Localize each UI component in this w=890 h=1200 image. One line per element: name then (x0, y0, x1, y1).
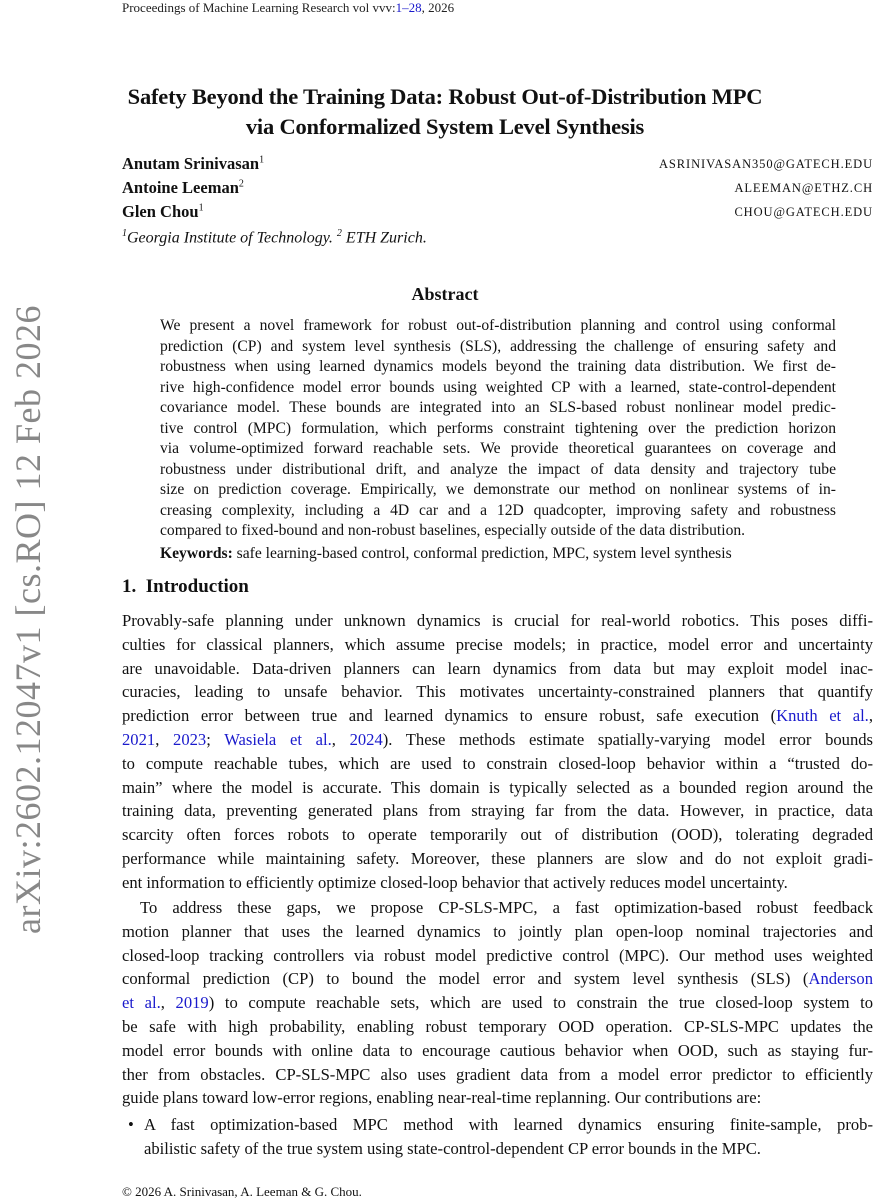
intro-paragraph-1 (122, 609, 873, 895)
text-segment: performance while maintaining safety. Moreover, these planners are slow and do not exploit gradi- (122, 848, 873, 868)
text-segment: ; (206, 729, 225, 749)
abstract-body (160, 316, 836, 542)
author-name (122, 178, 244, 198)
text-segment: prediction error between true and learned dynamics to ensure robust, safe execution ( (122, 706, 777, 726)
text-segment: are unavoidable. Data-driven planners can learn dynamics from data but may exploit model inac- (122, 658, 873, 678)
text-segment: robustness under distributional drift, and analyze the impact of data density and trajectory tube (160, 460, 836, 478)
affiliation-mark: 1 (259, 154, 265, 166)
text-line (160, 357, 836, 378)
text-segment: , (331, 729, 350, 749)
text-segment: covariance model. These bounds are integrated into an SLS-based robust nonlinear model predic- (160, 399, 836, 416)
text-segment: guide plans toward low-error regions, enabling near-real-time replanning. Our contributions are: (122, 1088, 762, 1108)
text-segment: We present a novel framework for robust out-of-distribution planning and control using conformal (160, 317, 836, 334)
affiliation: ETH Zurich. (345, 229, 427, 247)
text-line (122, 776, 873, 800)
text-segment: conformal prediction (CP) to bound the model error and system level synthesis (SLS) ( (122, 969, 809, 989)
text-segment: abilistic safety of the true system using state-control-dependent CP error bounds in the MPC. (144, 1138, 761, 1158)
text-segment: To address these gaps, we propose CP-SLS-MPC, a fast optimization-based robust feedback (140, 898, 873, 917)
contribution-bullet (122, 1113, 873, 1161)
keywords-text: safe learning-based control, conformal prediction, MPC, system level synthesis (232, 545, 732, 562)
title-line: via Conformalized System Level Synthesis (245, 114, 645, 139)
arxiv-stamp: arXiv:2602.12047v1 [cs.RO] 12 Feb 2026 (8, 305, 48, 934)
text-segment: ). These methods estimate spatially-varying model error bounds (382, 729, 874, 749)
affiliation-mark: 1 (122, 228, 127, 239)
affiliation-mark: 1 (198, 202, 204, 214)
text-segment: ) to compute reachable sets, which are used to constrain the true closed-loop system to (208, 993, 874, 1013)
text-line (160, 501, 836, 522)
text-segment: size on prediction coverage. Empirically, we demonstrate our method on nonlinear systems of in- (160, 481, 836, 498)
abstract-heading: Abstract (411, 284, 479, 304)
text-line (122, 704, 873, 728)
text-segment: tive control (MPC) formulation, which performs constraint tightening over the prediction horizon (160, 419, 836, 437)
text-segment: rive high-confidence model error bounds using weighted CP with a learned, state-control-dependent (160, 378, 836, 396)
text-segment: curacies, leading to unsafe behavior. This motivates uncertainty-constrained planners that quantify (122, 682, 873, 702)
text-line (122, 728, 873, 752)
text-line (122, 967, 873, 991)
author-name (122, 202, 204, 222)
author-name-text: Antoine Leeman (122, 178, 239, 197)
text-line (122, 752, 873, 776)
text-line (160, 378, 836, 399)
header-text: Proceedings of Machine Learning Research vol vvv: (122, 0, 396, 15)
paper-title (100, 82, 790, 142)
keywords-label: Keywords: (160, 545, 233, 562)
running-header (122, 0, 454, 16)
affiliation-mark: 2 (238, 178, 244, 190)
text-line (122, 633, 873, 657)
text-segment: ther from obstacles. CP-SLS-MPC also uses gradient data from a model error predictor to efficiently (122, 1064, 873, 1084)
citation-link[interactable]: 2019 (175, 993, 209, 1013)
text-line (160, 419, 836, 440)
text-segment: motion planner that uses the learned dynamics to jointly plan open-loop nominal trajectories and (122, 921, 873, 941)
bullet-text (144, 1113, 873, 1161)
section-heading (122, 576, 249, 598)
text-segment: , (868, 706, 873, 726)
text-segment: , (155, 729, 174, 749)
text-line (160, 398, 836, 419)
page-range-link[interactable]: 1–28 (395, 0, 422, 15)
bullet-icon: • (128, 1115, 134, 1134)
text-segment: training data, preventing generated plans from straying far from the data. However, in practice, data (122, 801, 873, 821)
text-segment: culties for classical planners, which assume precise models; in practice, model error and uncertainty (122, 634, 873, 654)
citation-link[interactable]: et al. (122, 993, 161, 1013)
text-line (144, 1137, 873, 1161)
author-name-text: Anutam Srinivasan (122, 154, 260, 173)
text-segment: closed-loop tracking controllers via robust model predictive control (MPC). Our method uses weighted (122, 945, 873, 965)
text-segment: via volume-optimized forward reachable sets. We provide theoretical guarantees on coverage and (160, 440, 836, 457)
affiliations (122, 228, 427, 247)
text-line (122, 1039, 873, 1063)
text-line (122, 609, 873, 633)
text-line (160, 480, 836, 501)
text-segment: robustness when using learned dynamics models beyond the training data distribution. We first de- (160, 358, 836, 375)
author-name-text: Glen Chou (122, 202, 199, 221)
text-line (122, 991, 873, 1015)
citation-link[interactable]: Wasiela et al. (224, 729, 332, 749)
section-number: 1. (122, 576, 137, 597)
text-line (160, 439, 836, 460)
citation-link[interactable]: 2023 (173, 729, 207, 749)
text-line (122, 1015, 873, 1039)
text-line (144, 1113, 873, 1137)
text-line (122, 896, 873, 920)
author-name (122, 154, 264, 174)
text-line (160, 337, 836, 358)
text-segment: prediction (CP) and system level synthesis (SLS), addressing the challenge of ensuring safety and (160, 337, 836, 355)
citation-link[interactable]: Anderson (808, 969, 873, 989)
text-segment: main” where the model is accurate. This domain is typically selected as a bounded region around the (122, 777, 873, 797)
text-segment: , (160, 993, 176, 1013)
intro-paragraph-2 (122, 896, 873, 1110)
text-segment: to compute reachable tubes, which are used to constrain closed-loop behavior within a “trusted do- (122, 753, 873, 773)
text-line (160, 316, 836, 337)
text-segment: Provably-safe planning under unknown dynamics is crucial for real-world robotics. This poses diffi- (122, 611, 873, 630)
text-line (122, 920, 873, 944)
text-segment: creasing complexity, including a 4D car and a 12D quadcopter, improving safety and robustness (160, 501, 836, 519)
affiliation-mark: 2 (336, 228, 342, 239)
text-line (122, 847, 873, 871)
text-line (122, 1063, 873, 1087)
footer-copyright: © 2026 A. Srinivasan, A. Leeman & G. Chou. (122, 1184, 362, 1199)
text-segment: ent information to efficiently optimize closed-loop behavior that actively reduces model uncertainty. (122, 872, 788, 892)
text-line (122, 944, 873, 968)
section-title: Introduction (145, 576, 249, 597)
title-line: Safety Beyond the Training Data: Robust Out-of-Distribution MPC (127, 84, 763, 109)
text-line (122, 1086, 873, 1110)
text-line (122, 799, 873, 823)
author-email[interactable]: ALEEMAN@ETHZ.CH (734, 181, 873, 195)
keywords (160, 544, 732, 563)
author-email[interactable]: CHOU@GATECH.EDU (734, 205, 873, 219)
author-email[interactable]: ASRINIVASAN350@GATECH.EDU (659, 157, 873, 171)
citation-link[interactable]: 2021 (122, 729, 156, 749)
text-line (122, 680, 873, 704)
text-line (160, 460, 836, 481)
text-segment: scarcity often forces robots to operate temporarily out of distribution (OOD), tolerating degraded (122, 825, 873, 845)
text-segment: A fast optimization-based MPC method with learned dynamics ensuring finite-sample, prob- (144, 1115, 873, 1134)
text-line (160, 521, 836, 542)
text-line (122, 871, 873, 895)
text-line (122, 823, 873, 847)
text-line (122, 657, 873, 681)
header-year: , 2026 (421, 0, 455, 15)
text-segment: model error bounds with online data to encourage cautious behavior when OOD, such as staying fur- (122, 1040, 873, 1060)
citation-link[interactable]: 2024 (349, 729, 383, 749)
text-segment: compared to fixed-bound and non-robust baselines, especially outside of the data distribution. (160, 522, 746, 539)
affiliation: Georgia Institute of Technology. (127, 229, 333, 247)
citation-link[interactable]: Knuth et al. (776, 706, 869, 726)
text-segment: be safe with high probability, enabling robust temporary OOD operation. CP-SLS-MPC updates the (122, 1016, 873, 1036)
